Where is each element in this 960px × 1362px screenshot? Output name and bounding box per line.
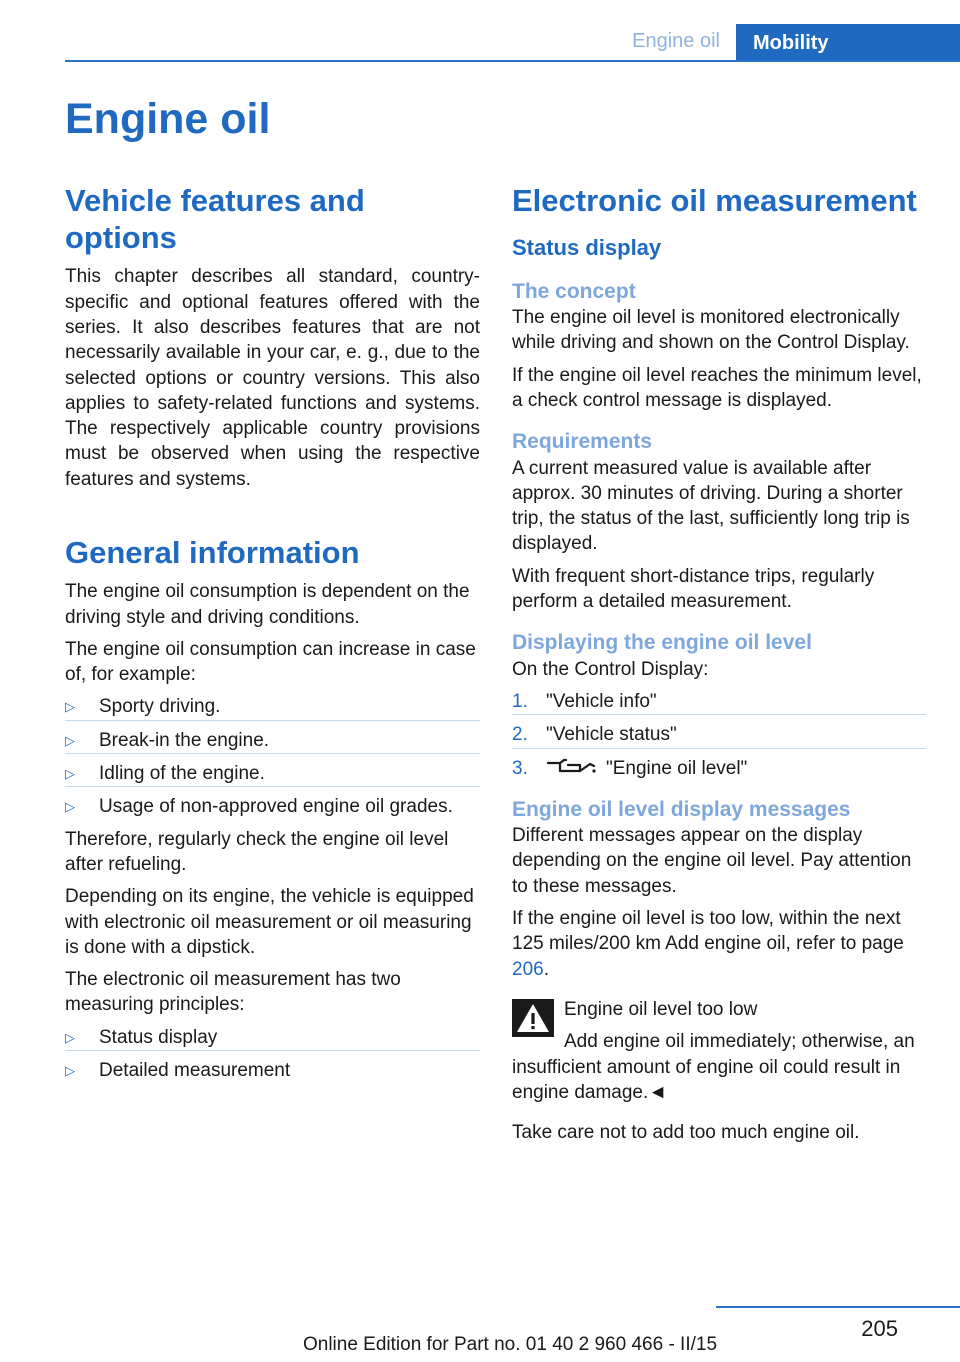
bullet-triangle-icon: ▷ (65, 732, 75, 748)
displaying-intro: On the Control Display: (512, 658, 709, 680)
electronic-oil-measurement-heading: Electronic oil measurement (512, 183, 917, 218)
bullet-triangle-icon: ▷ (65, 1029, 75, 1045)
page-number: 205 (861, 1316, 898, 1341)
concept-paragraph-2: If the engine oil level reaches the minimum level, a check control message is displayed. (512, 364, 922, 411)
the-concept-heading: The concept (512, 279, 636, 303)
header-section-title: Engine oil (632, 30, 720, 52)
page-reference-link[interactable]: 206 (512, 958, 544, 980)
right-column (512, 182, 926, 1145)
header-chapter-tab: Mobility (736, 24, 960, 62)
bullet-triangle-icon: ▷ (65, 799, 75, 815)
messages-paragraph-2: If the engine oil level is too low, within the next 125 miles/200 km Add engine oil, refer to page 206. (512, 908, 904, 980)
displaying-oil-level-heading: Displaying the engine oil level (512, 631, 812, 655)
list-item: ▷ Usage of non-approved engine oil grades. (65, 794, 480, 819)
messages-paragraph-1: Different messages appear on the display depending on the engine oil level. Pay attention to these messages. (512, 825, 912, 897)
display-steps-list (512, 689, 926, 781)
general-info-paragraph-3: Therefore, regularly check the engine oil level after refueling. (65, 828, 449, 875)
oil-can-icon (546, 757, 596, 777)
list-item: ▷ Break-in the engine. (65, 728, 480, 754)
edition-footer: Online Edition for Part no. 01 40 2 960 466 - II/15 (302, 1334, 718, 1355)
footer-rule (716, 1306, 960, 1308)
general-information-heading: General information (65, 535, 360, 571)
requirements-paragraph-1: A current measured value is available after approx. 30 minutes of driving. During a shorter trip, the status of the last, sufficiently long trip is displayed. (512, 457, 910, 555)
warning-text: Add engine oil immediately; otherwise, an insufficient amount of engine oil could result in engine damage.◄ (512, 1031, 915, 1103)
vehicle-features-heading: Vehicle features and options (65, 183, 365, 256)
warning-icon (512, 999, 554, 1037)
header-rule (65, 60, 960, 62)
general-info-paragraph-2: The engine oil consumption can increase in case of, for example: (65, 638, 476, 686)
display-messages-heading: Engine oil level display messages (512, 797, 851, 821)
warning-block (512, 997, 926, 1105)
bullet-triangle-icon: ▷ (65, 699, 75, 715)
final-paragraph: Take care not to add too much engine oil. (512, 1122, 860, 1144)
list-item: ▷ Detailed measurement (65, 1058, 480, 1083)
bullet-triangle-icon: ▷ (65, 1062, 75, 1078)
left-column (65, 182, 480, 1090)
requirements-paragraph-2: With frequent short-distance trips, regularly perform a detailed measurement. (512, 565, 875, 613)
list-item: ▷ Status display (65, 1025, 480, 1051)
concept-paragraph-1: The engine oil level is monitored electronically while driving and shown on the Control Display. (512, 307, 910, 354)
list-item: ▷ Sporty driving. (65, 694, 480, 720)
measuring-principles-list (65, 1025, 480, 1084)
vehicle-features-text: This chapter describes all standard, country-specific and optional features offered with the series. It also describes features that are not necessarily available in your car, e. g., due to the selected options or country versions. This also applies to safety-related functions and systems. The respectively applicable country provisions must be observed when using the respective features and systems. (65, 266, 480, 490)
list-item: ▷ Idling of the engine. (65, 761, 480, 787)
bullet-triangle-icon: ▷ (65, 766, 75, 782)
list-item: 1. "Vehicle info" (512, 689, 926, 715)
requirements-heading: Requirements (512, 430, 653, 454)
status-display-heading: Status display (512, 235, 662, 261)
warning-title: Engine oil level too low (564, 998, 758, 1020)
general-info-paragraph-4: Depending on its engine, the vehicle is equipped with electronic oil measurement or oil measuring is done with a dipstick. (65, 886, 474, 958)
page-title: Engine oil (65, 95, 271, 143)
general-info-paragraph-5: The electronic oil measurement has two measuring principles: (65, 969, 401, 1016)
list-item: 3. "Engine oil level" (512, 757, 748, 779)
list-item: 2. "Vehicle status" (512, 722, 926, 748)
general-info-paragraph-1: The engine oil consumption is dependent on the driving style and driving conditions. (65, 581, 470, 628)
consumption-factors-list (65, 694, 480, 819)
